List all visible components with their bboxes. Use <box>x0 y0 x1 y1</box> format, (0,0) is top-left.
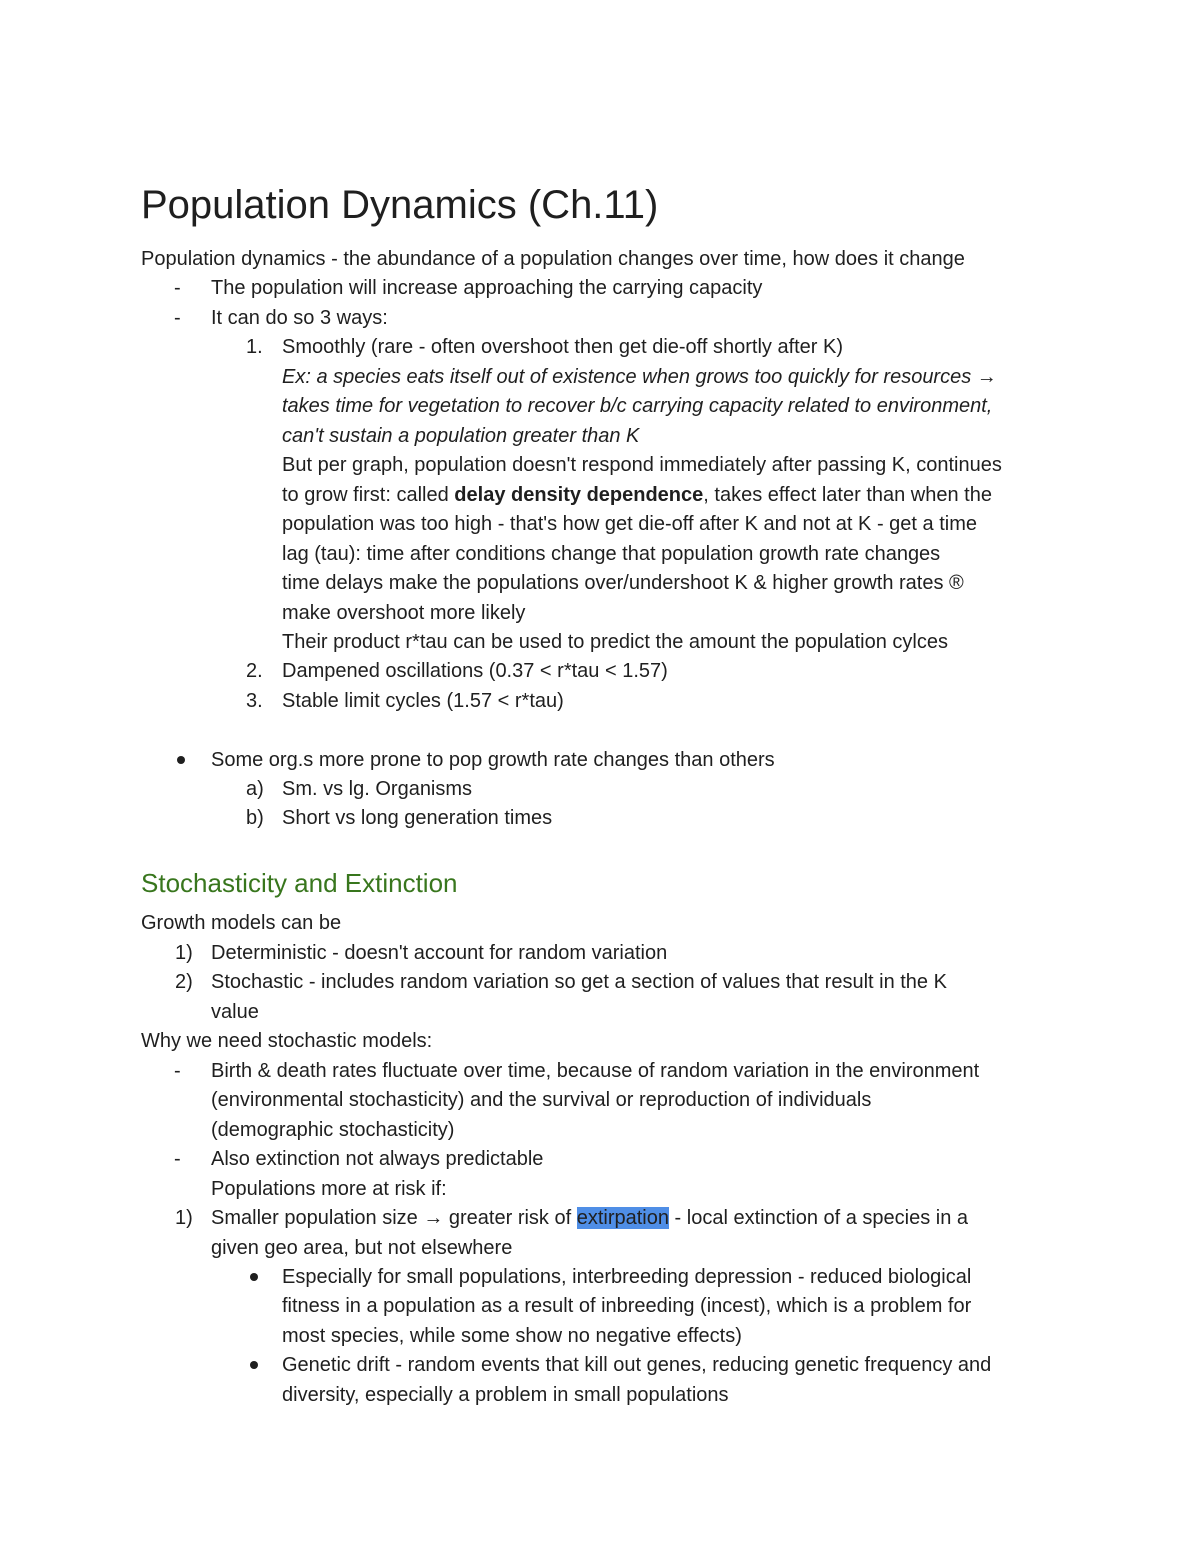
sub-item-a: Sm. vs lg. Organisms <box>282 778 473 800</box>
birth-line-3: (demographic stochasticity) <box>211 1119 455 1141</box>
growth-models-line: Growth models can be <box>141 912 342 934</box>
dash-marker: - <box>174 307 181 329</box>
extirpation-highlight[interactable]: extirpation <box>576 1207 669 1229</box>
num-marker-2: 2) <box>175 971 193 993</box>
delay-line-7: Their product r*tau can be used to predict the amount the population cylces <box>282 631 948 653</box>
birth-line-1: Birth & death rates fluctuate over time, because of random variation in the environment <box>211 1060 980 1082</box>
inbreeding-line-1: Especially for small populations, interbreeding depression - reduced biological <box>282 1266 972 1288</box>
delay-line-4: lag (tau): time after conditions change that population growth rate changes <box>282 543 941 565</box>
dash-item-1: The population will increase approaching the carrying capacity <box>211 277 763 299</box>
dash-item-2: It can do so 3 ways: <box>211 307 388 329</box>
delay-line-1: But per graph, population doesn't respond immediately after passing K, continues <box>282 454 1002 476</box>
section-heading: Stochasticity and Extinction <box>141 868 458 898</box>
intro-line: Population dynamics - the abundance of a population changes over time, how does it change <box>141 248 965 270</box>
delay-line-2 <box>282 481 992 511</box>
page-title: Population Dynamics (Ch.11) <box>141 183 659 227</box>
sub-marker-b: b) <box>246 807 264 829</box>
stochastic-line-2: value <box>211 1001 259 1023</box>
drift-line-1: Genetic drift - random events that kill out genes, reducing genetic frequency and <box>282 1354 992 1376</box>
num-marker-1: 1) <box>175 942 193 964</box>
also-line: Also extinction not always predictable <box>211 1148 544 1170</box>
sub-marker-a: a) <box>246 778 264 800</box>
bullet-dot <box>250 1273 258 1281</box>
list-marker-2: 2. <box>246 660 263 682</box>
birth-line-2: (environmental stochasticity) and the survival or reproduction of individuals <box>211 1089 872 1111</box>
delay-line-3: population was too high - that's how get die-off after K and not at K - get a time <box>282 513 977 535</box>
example-line-3: can't sustain a population greater than K <box>282 425 640 447</box>
list-marker-1: 1. <box>246 336 263 358</box>
example-line-1: Ex: a species eats itself out of existence when grows too quickly for resources → <box>282 366 997 388</box>
smaller-post: - local extinction of a species in a <box>669 1207 969 1229</box>
smaller-line-1 <box>211 1204 968 1234</box>
bullet-dot <box>250 1361 258 1369</box>
stochastic-line-1: Stochastic - includes random variation so get a section of values that result in the K <box>211 971 947 993</box>
bullet-dot <box>177 756 185 764</box>
smaller-pre: Smaller population size → greater risk of <box>211 1207 577 1229</box>
dash-marker: - <box>174 1148 181 1170</box>
num-marker-1: 1) <box>175 1207 193 1229</box>
way-stable: Stable limit cycles (1.57 < r*tau) <box>282 690 564 712</box>
bullet-prone: Some org.s more prone to pop growth rate changes than others <box>211 749 775 771</box>
list-marker-3: 3. <box>246 690 263 712</box>
dash-marker: - <box>174 277 181 299</box>
smaller-line-2: given geo area, but not elsewhere <box>211 1237 513 1259</box>
delay-line-5: time delays make the populations over/undershoot K & higher growth rates ® <box>282 572 964 594</box>
way-dampened: Dampened oscillations (0.37 < r*tau < 1.57) <box>282 660 668 682</box>
delay-density-dependence-term: delay density dependence <box>454 484 704 506</box>
delay-line-2-post: , takes effect later than when the <box>703 484 992 506</box>
way-smoothly: Smoothly (rare - often overshoot then get die-off shortly after K) <box>282 336 844 358</box>
example-line-2: takes time for vegetation to recover b/c carrying capacity related to environment, <box>282 395 993 417</box>
why-line: Why we need stochastic models: <box>141 1030 433 1052</box>
dash-marker: - <box>174 1060 181 1082</box>
drift-line-2: diversity, especially a problem in small populations <box>282 1384 729 1406</box>
risk-line: Populations more at risk if: <box>211 1178 447 1200</box>
delay-line-6: make overshoot more likely <box>282 602 526 624</box>
deterministic-item: Deterministic - doesn't account for random variation <box>211 942 668 964</box>
inbreeding-line-2: fitness in a population as a result of inbreeding (incest), which is a problem for <box>282 1295 972 1317</box>
delay-line-2-pre: to grow first: called <box>282 484 455 506</box>
sub-item-b: Short vs long generation times <box>282 807 553 829</box>
inbreeding-line-3: most species, while some show no negative effects) <box>282 1325 742 1347</box>
